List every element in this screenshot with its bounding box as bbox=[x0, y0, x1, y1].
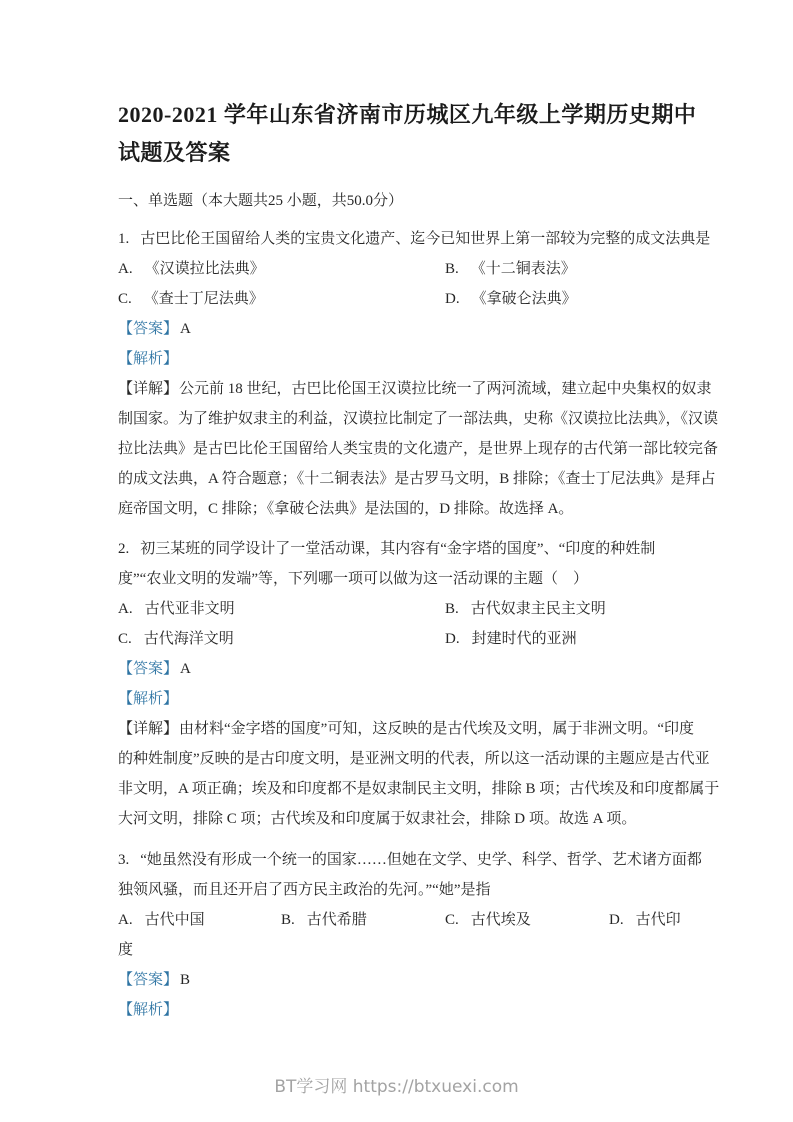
detail-line: 拉比法典》是古巴比伦王国留给人类宝贵的文化遗产，是世界上现存的古代第一部比较完备 bbox=[118, 441, 719, 457]
option-label: D. bbox=[445, 291, 460, 307]
footer-watermark: BT学习网 https://btxuexi.com bbox=[274, 1077, 519, 1097]
question-2-analysis-line bbox=[118, 684, 711, 714]
analysis-label: 【解析】 bbox=[118, 691, 179, 707]
answer-value: A bbox=[180, 321, 191, 337]
detail-line bbox=[118, 714, 711, 744]
question-1-option-a bbox=[118, 254, 445, 284]
question-3-option-d bbox=[609, 905, 711, 935]
option-label: C. bbox=[118, 631, 132, 647]
answer-value: A bbox=[180, 661, 191, 677]
option-text: 古代海洋文明 bbox=[143, 631, 234, 647]
detail-line: 的种姓制度”反映的是古印度文明，是亚洲文明的代表，所以这一活动课的主题应是古代亚 bbox=[118, 751, 710, 767]
question-2-detail bbox=[118, 714, 720, 834]
question-1-answer-line bbox=[118, 314, 711, 344]
section-heading: 一、单选题（本大题共25 小题，共50.0分） bbox=[118, 193, 404, 209]
question-2-number: 2. bbox=[118, 541, 130, 557]
page-title bbox=[118, 96, 711, 172]
question-1-option-c bbox=[118, 284, 445, 314]
detail-text: 由材料“金字塔的国度”可知，这反映的是古代埃及文明，属于非洲文明。“印度 bbox=[179, 721, 694, 737]
title-line-2: 试题及答案 bbox=[118, 140, 231, 165]
answer-label: 【答案】 bbox=[118, 972, 179, 988]
question-3-option-b bbox=[281, 905, 445, 935]
question-3 bbox=[118, 845, 711, 1025]
option-text: 古代亚非文明 bbox=[144, 601, 235, 617]
question-1-option-b bbox=[445, 254, 711, 284]
question-2-options bbox=[118, 594, 711, 654]
detail-line: 的成文法典，A 符合题意；《十二铜表法》是古罗马文明，B 排除；《查士丁尼法典》是拜占 bbox=[118, 471, 716, 487]
detail-label: 【详解】 bbox=[118, 381, 179, 397]
option-label: B. bbox=[445, 261, 459, 277]
question-2-option-a bbox=[118, 594, 445, 624]
question-2-stem-text: 初三某班的同学设计了一堂活动课，其内容有“金字塔的国度”、“印度的种姓制 bbox=[140, 541, 656, 557]
detail-text: 公元前 18 世纪，古巴比伦国王汉谟拉比统一了两河流域，建立起中央集权的奴隶 bbox=[179, 381, 712, 397]
detail-line bbox=[118, 374, 711, 404]
option-label: B. bbox=[445, 601, 459, 617]
option-label: C. bbox=[118, 291, 132, 307]
question-3-options bbox=[118, 905, 711, 935]
option-text: 古代中国 bbox=[144, 912, 205, 928]
option-text: 封建时代的亚洲 bbox=[471, 631, 577, 647]
question-3-answer-line bbox=[118, 965, 711, 995]
question-3-option-overflow: 度 bbox=[118, 942, 134, 958]
detail-line: 制国家。为了维护奴隶主的利益，汉谟拉比制定了一部法典，史称《汉谟拉比法典》，《汉谟 bbox=[118, 411, 719, 427]
detail-line: 非文明，A 项正确；埃及和印度都不是奴隶制民主文明，排除 B 项；古代埃及和印度都属于 bbox=[118, 781, 720, 797]
option-text: 古代印 bbox=[635, 912, 681, 928]
answer-label: 【答案】 bbox=[118, 661, 179, 677]
question-3-stem-line-2: 独领风骚，而且还开启了西方民主政治的先河。”“她”是指 bbox=[118, 882, 491, 898]
analysis-label: 【解析】 bbox=[118, 1002, 179, 1018]
title-line-1: 2020-2021 学年山东省济南市历城区九年级上学期历史期中 bbox=[118, 102, 697, 127]
question-1-detail bbox=[118, 374, 719, 524]
option-text: 《汉谟拉比法典》 bbox=[144, 261, 265, 277]
question-1-stem bbox=[118, 224, 711, 254]
question-2 bbox=[118, 534, 720, 834]
question-1-analysis-line bbox=[118, 344, 711, 374]
question-3-stem-text: “她虽然没有形成一个统一的国家……但她在文学、史学、科学、哲学、艺术诸方面都 bbox=[140, 852, 702, 868]
detail-label: 【详解】 bbox=[118, 721, 179, 737]
question-3-analysis-line bbox=[118, 995, 711, 1025]
question-1-option-d bbox=[445, 284, 711, 314]
question-3-number: 3. bbox=[118, 852, 130, 868]
question-2-option-d bbox=[445, 624, 711, 654]
option-text: 古代希腊 bbox=[306, 912, 367, 928]
question-3-stem bbox=[118, 845, 711, 875]
question-2-option-b bbox=[445, 594, 711, 624]
option-label: D. bbox=[445, 631, 460, 647]
option-label: D. bbox=[609, 912, 624, 928]
answer-label: 【答案】 bbox=[118, 321, 179, 337]
option-text: 古代奴隶主民主文明 bbox=[470, 601, 606, 617]
option-label: C. bbox=[445, 912, 459, 928]
question-2-stem bbox=[118, 534, 711, 564]
option-text: 《拿破仑法典》 bbox=[471, 291, 577, 307]
answer-value: B bbox=[180, 972, 191, 988]
question-1-options bbox=[118, 254, 711, 314]
option-label: B. bbox=[281, 912, 295, 928]
detail-line: 庭帝国文明，C 排除；《拿破仑法典》是法国的，D 排除。故选择 A。 bbox=[118, 501, 574, 517]
option-label: A. bbox=[118, 601, 133, 617]
option-label: A. bbox=[118, 261, 133, 277]
option-label: A. bbox=[118, 912, 133, 928]
question-1-stem-text: 古巴比伦王国留给人类的宝贵文化遗产、迄今已知世界上第一部较为完整的成文法典是 bbox=[140, 231, 711, 247]
detail-line: 大河文明，排除 C 项；古代埃及和印度属于奴隶社会，排除 D 项。故选 A 项。 bbox=[118, 811, 637, 827]
option-text: 《查士丁尼法典》 bbox=[143, 291, 264, 307]
question-2-option-c bbox=[118, 624, 445, 654]
question-3-option-c bbox=[445, 905, 609, 935]
question-3-option-a bbox=[118, 905, 281, 935]
option-text: 《十二铜表法》 bbox=[470, 261, 576, 277]
question-2-answer-line bbox=[118, 654, 711, 684]
option-text: 古代埃及 bbox=[470, 912, 531, 928]
question-1-number: 1. bbox=[118, 231, 130, 247]
question-2-stem-line-2: 度”“农业文明的发端”等，下列哪一项可以做为这一活动课的主题（ ） bbox=[118, 571, 588, 587]
analysis-label: 【解析】 bbox=[118, 351, 179, 367]
question-1 bbox=[118, 224, 719, 524]
